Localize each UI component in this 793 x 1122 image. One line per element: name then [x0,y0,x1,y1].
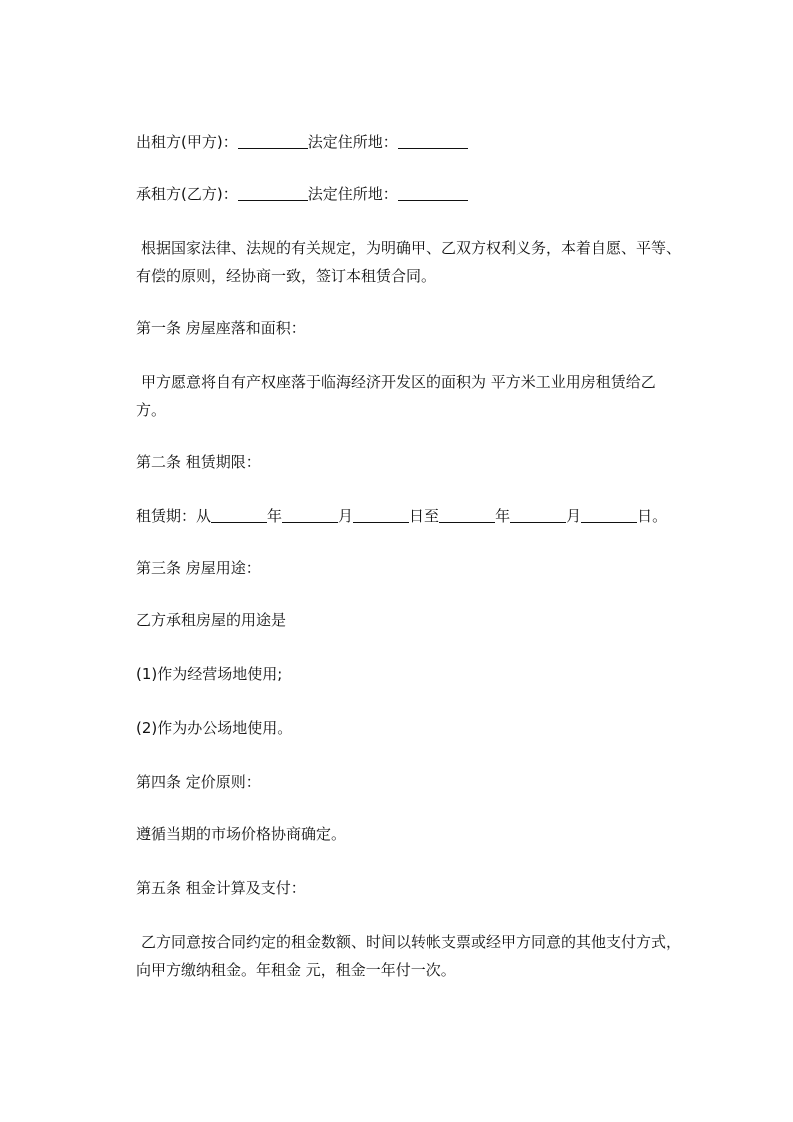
article-5-line-1: 乙方同意按合同约定的租金数额、时间以转帐支票或经甲方同意的其他支付方式， [141,933,682,951]
article-5-line-2: 向甲方缴纳租金。年租金 元，租金一年付一次。 [136,961,456,979]
start-month-unit: 月 [338,507,354,525]
lessee-name-blank [238,184,308,201]
start-month-blank [282,506,338,523]
end-day-unit: 日。 [637,507,668,525]
article-1-title: 第一条 房屋座落和面积： [136,319,306,337]
lease-term-line [136,502,696,530]
lessor-label: 出租方(甲方)： [136,133,238,151]
lessee-line [136,180,696,208]
lessee-address-blank [398,184,468,201]
start-year-blank [211,506,267,523]
lessor-address-label: 法定住所地： [307,133,398,151]
lessor-line [136,128,696,156]
article-4-title: 第四条 定价原则： [136,773,261,791]
article-3-title: 第三条 房屋用途： [136,559,261,577]
start-year-unit: 年 [267,507,283,525]
end-month-unit: 月 [566,507,582,525]
use-item-1: (1)作为经营场地使用; [136,665,283,683]
article-3-body: 乙方承租房屋的用途是 [136,611,287,629]
intro-line-2: 有偿的原则，经协商一致，签订本租赁合同。 [136,267,437,285]
start-day-unit: 日至 [409,507,440,525]
use-item-2: (2)作为办公场地使用。 [136,719,293,737]
start-day-blank [353,506,409,523]
end-month-blank [510,506,566,523]
article-4-body: 遵循当期的市场价格协商确定。 [136,825,347,843]
article-1-line-1: 甲方愿意将自有产权座落于临海经济开发区的面积为 平方米工业用房租赁给乙 [141,373,656,391]
end-day-blank [581,506,637,523]
intro-line-1: 根据国家法律、法规的有关规定，为明确甲、乙双方权利义务，本着自愿、平等、 [141,239,682,257]
end-year-unit: 年 [495,507,511,525]
lessor-name-blank [238,132,308,149]
article-1-line-2: 方。 [136,401,167,419]
end-year-blank [439,506,495,523]
lessee-address-label: 法定住所地： [307,185,398,203]
lessor-address-blank [398,132,468,149]
article-2-title: 第二条 租赁期限： [136,453,261,471]
lease-term-label: 租赁期：从 [136,507,212,525]
lessee-label: 承租方(乙方)： [136,185,238,203]
article-5-title: 第五条 租金计算及支付： [136,879,306,897]
